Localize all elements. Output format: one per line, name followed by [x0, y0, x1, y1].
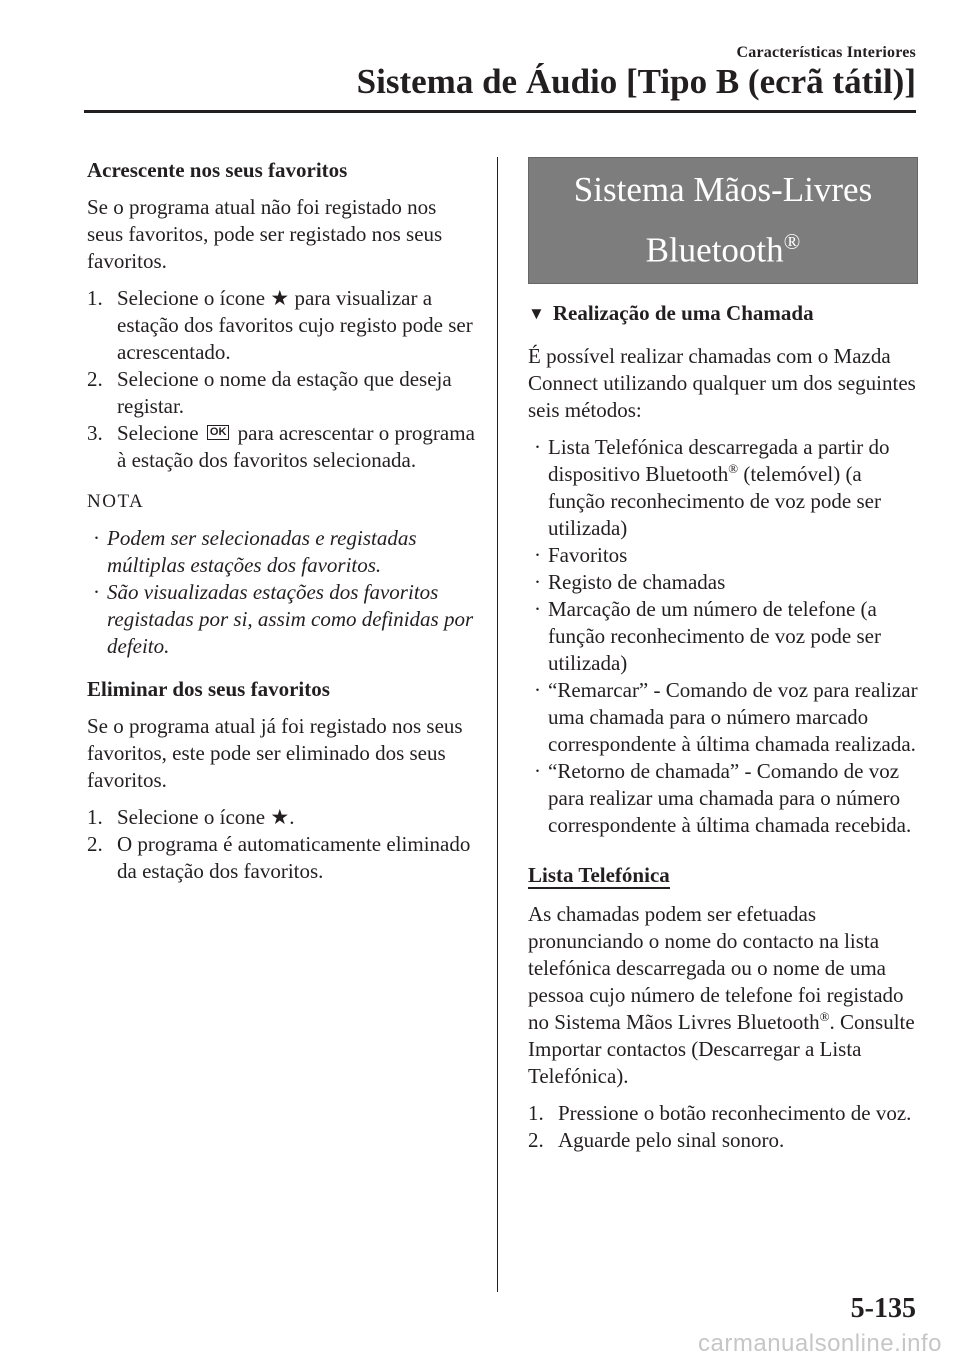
- step-text: Selecione o ícone: [117, 805, 271, 829]
- step-text: Selecione: [117, 421, 204, 445]
- method-item: · “Remarcar” - Comando de voz para realizar uma chamada para o número marcado correspondente à última chamada realizada.: [534, 677, 918, 756]
- method-item: · Favoritos: [534, 542, 628, 567]
- step-item: [87, 420, 477, 474]
- note-item: · Podem ser selecionadas e registadas múltiplas estações dos favoritos.: [93, 526, 417, 577]
- step-item: [87, 285, 477, 366]
- method-list: [528, 434, 918, 839]
- step-number: 1.: [528, 1100, 544, 1125]
- step-text: Selecione o nome da estação que deseja registar.: [117, 367, 452, 418]
- step-item: [528, 1127, 918, 1154]
- bullet-icon: ·: [93, 580, 100, 604]
- star-icon: ★: [270, 805, 290, 829]
- banner-title: Sistema Mãos-Livres: [573, 170, 873, 209]
- step-item: [87, 804, 477, 831]
- bullet-icon: ·: [534, 596, 541, 621]
- ok-icon: OK: [207, 425, 230, 440]
- step-number: 1.: [87, 286, 103, 310]
- right-column: [528, 157, 918, 1168]
- phonebook-paragraph: As chamadas podem ser efetuadas pronunciando o nome do contacto na lista telefónica descarregada ou o nome de uma pessoa cujo número de telefone foi registado no Sistema Mãos Livres Bluetooth®. Consulte Importar contactos (Descarregar a Lista Telefónica).: [528, 901, 915, 1088]
- watermark: carmanualsonline.info: [698, 1330, 942, 1357]
- note-list: [87, 525, 477, 660]
- step-number: 3.: [87, 421, 103, 445]
- step-number: 1.: [87, 805, 103, 829]
- step-text: para acrescentar o programa à estação dos favoritos selecionada.: [117, 421, 475, 472]
- header-rule: [84, 110, 916, 113]
- left-column: [87, 157, 477, 899]
- section-banner: [528, 157, 918, 284]
- bullet-icon: ·: [534, 569, 541, 594]
- step-text: O programa é automaticamente eliminado da estação dos favoritos.: [117, 832, 471, 883]
- note-label: NOTA: [87, 491, 145, 512]
- bullet-icon: ·: [534, 758, 541, 783]
- step-text: Selecione o ícone: [117, 286, 271, 310]
- intro-paragraph: É possível realizar chamadas com o Mazda Connect utilizando qualquer um dos seguintes seis métodos:: [528, 343, 916, 422]
- heading-remove-favorites: Eliminar dos seus favoritos: [87, 677, 330, 701]
- step-item: [87, 831, 477, 885]
- method-item: · “Retorno de chamada” - Comando de voz para realizar uma chamada para o número correspondente à última chamada recebida.: [534, 758, 912, 837]
- step-text: Pressione o botão reconhecimento de voz.: [558, 1100, 912, 1125]
- bullet-icon: ·: [534, 434, 541, 459]
- bullet-icon: ·: [93, 526, 100, 550]
- method-item: · Lista Telefónica descarregada a partir do dispositivo Bluetooth® (telemóvel) (a função reconhecimento de voz pode ser utilizada): [534, 434, 890, 540]
- banner-subtitle: Bluetooth®: [645, 229, 801, 270]
- method-item: · Marcação de um número de telefone (a função reconhecimento de voz pode ser utilizada): [534, 596, 881, 675]
- step-item: [87, 366, 477, 420]
- step-text: para visualizar a estação dos favoritos cujo registo pode ser acrescentado.: [117, 286, 473, 364]
- page-number: 5-135: [850, 1293, 916, 1324]
- paragraph-add-favorites: Se o programa atual não foi registado nos seus favoritos, pode ser registado nos seus favoritos.: [87, 195, 443, 273]
- step-text: Aguarde pelo sinal sonoro.: [558, 1127, 785, 1152]
- section-heading: ▼ Realização de uma Chamada: [528, 300, 814, 325]
- subheading-phonebook: Lista Telefónica: [528, 862, 670, 887]
- bullet-icon: ·: [534, 542, 541, 567]
- column-divider: [497, 157, 498, 1292]
- page-title: Sistema de Áudio [Tipo B (ecrã tátil)]: [356, 62, 916, 101]
- star-icon: ★: [270, 286, 290, 310]
- paragraph-remove-favorites: Se o programa atual já foi registado nos seus favoritos, este pode ser eliminado dos seus favoritos.: [87, 714, 463, 792]
- chapter-label: Características Interiores: [736, 44, 916, 61]
- step-item: [528, 1100, 918, 1127]
- step-number: 2.: [87, 367, 103, 391]
- bullet-icon: ·: [534, 677, 541, 702]
- steps-phonebook: [528, 1100, 918, 1154]
- step-number: 2.: [528, 1127, 544, 1152]
- step-number: 2.: [87, 832, 103, 856]
- note-item: · São visualizadas estações dos favoritos registadas por si, assim como definidas por defeito.: [93, 580, 474, 658]
- steps-add-favorites: [87, 285, 477, 474]
- triangle-down-icon: ▼: [528, 303, 545, 323]
- steps-remove-favorites: [87, 804, 477, 885]
- step-text: .: [289, 805, 295, 829]
- heading-add-favorites: Acrescente nos seus favoritos: [87, 158, 348, 182]
- method-item: · Registo de chamadas: [534, 569, 726, 594]
